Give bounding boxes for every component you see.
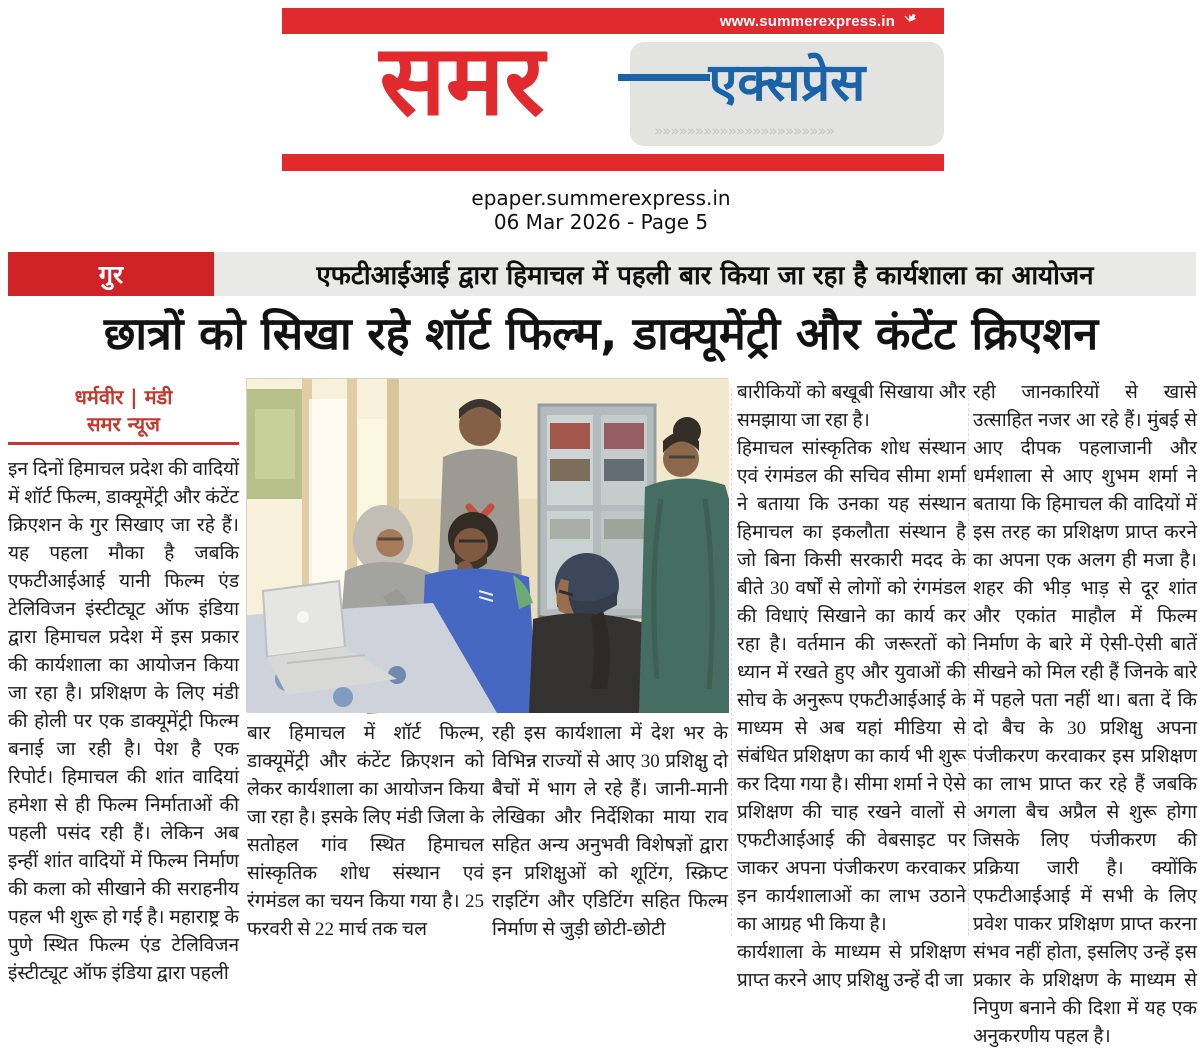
byline-rule bbox=[8, 442, 239, 445]
kicker-text: एफटीआईआई द्वारा हिमाचल में पहली बार किया जा रहा है कार्यशाला का आयोजन bbox=[316, 261, 1094, 291]
epaper-info bbox=[0, 186, 1202, 234]
kicker-bar bbox=[214, 252, 1196, 296]
site-url: www.summerexpress.in bbox=[719, 12, 895, 30]
article-photo bbox=[246, 378, 728, 712]
body-column-2 bbox=[247, 720, 484, 940]
headline: छात्रों को सिखा रहे शॉर्ट फिल्म, डाक्यूमेंट्री और कंटेंट क्रिएशन bbox=[103, 307, 1099, 360]
body-column-4 bbox=[737, 379, 966, 991]
paragraph: हिमाचल सांस्कृतिक शोध संस्थान एवं रंगमंडल की सचिव सीमा शर्मा ने बताया कि उनका यह संस्थान हिमाचल का इकलौता संस्थान है जो बिना किसी सरकारी मदद के बीते 30 वर्षों से लोगों को रंगमंडल की विधाएं सिखाने का कार्य कर रहा है। वर्तमान की जरूरतों को ध्यान में रखते हुए और युवाओं की सोच के अनुरूप एफटीआईआई के माध्यम से अब यहां मीडिया से संबंधित प्रशिक्षण का कार्य भी शुरू कर दिया गया है। सीमा शर्मा ने ऐसे प्रशिक्षण की चाह रखने वालों से एफटीआईआई की वेबसाइट पर जाकर अपना पंजीकरण करवाकर इन कार्यशालाओं का लाभ उठाने का आग्रह भी किया है। bbox=[737, 438, 966, 935]
cursor-icon bbox=[904, 14, 918, 28]
section-label-box bbox=[8, 252, 214, 296]
paragraph: बारीकियों को बखूबी सिखाया और समझाया जा रहा है। bbox=[737, 382, 966, 431]
paragraph: रही जानकारियों से खासे उत्साहित नजर आ रहे हैं। मुंबई से आए दीपक पहलाजानी और धर्मशाला से आए शुभम शर्मा ने बताया कि हिमाचल की वादियों में इस तरह का प्रशिक्षण प्राप्त करने का अपना एक अलग ही मजा है। शहर की भीड़ भाड़ से दूर शांत और एकांत माहौल में फिल्म निर्माण के बारे में ऐसी-ऐसी बातें सीखने को मिल रही हैं जिनके बारे में पहले पता नहीं था। बता दें कि दो बैच के 30 प्रशिक्षु अपना पंजीकरण करवाकर इस प्रशिक्षण का लाभ प्राप्त कर रहे हैं जबकि अगला बैच अप्रैल से शुरू होगा जिसके लिए पंजीकरण की प्रक्रिया जारी है। क्योंकि एफटीआईआई में सभी के लिए प्रवेश पाकर प्रशिक्षण प्राप्त करना संभव नहीं होता, इसलिए उन्हें इस प्रकार के प्रशिक्षण के माध्यम से निपुण बनाने की दिशा में यह एक अनुकरणीय पहल है। bbox=[973, 382, 1197, 1047]
workshop-photo-illustration bbox=[247, 379, 729, 713]
section-row bbox=[8, 252, 1196, 296]
masthead-middle bbox=[282, 24, 944, 152]
masthead-bottom-bar bbox=[282, 154, 944, 171]
epaper-date-page: 06 Mar 2026 - Page 5 bbox=[493, 210, 709, 234]
body-column-1 bbox=[8, 456, 239, 984]
paragraph: बार हिमाचल में शॉर्ट फिल्म, डाक्यूमेंट्री और कंटेंट क्रिएशन को लेकर कार्यशाला का आयोजन किया जा रहा है। इसके लिए मंडी जिला के सतोहल गांव स्थित हिमाचल सांस्कृतिक शोध संस्थान एवं रंगमंडल का चयन किया गया है। 25 फरवरी से 22 मार्च तक चल bbox=[247, 723, 484, 940]
paragraph: इन दिनों हिमाचल प्रदेश की वादियों में शॉर्ट फिल्म, डाक्यूमेंट्री और कंटेंट क्रिएशन के गुर सिखाए जा रहे हैं। यह पहला मौका है जबकि एफटीआईआई यानी फिल्म एंड टेलिविजन इंस्टीट्यूट ऑफ इंडिया द्वारा हिमाचल प्रदेश में इस प्रकार की कार्यशाला का आयोजन किया जा रहा है। प्रशिक्षण के लिए मंडी की होली पर एक डाक्यूमेंट्री फिल्म बनाई जा रही है। पेश है एक रिपोर्ट। हिमाचल की शांत वादियां हमेशा से ही फिल्म निर्माताओं की पहली पसंद रही हैं। लेकिन अब इन्हीं शांत वादियों में फिल्म निर्माण की कला को सीखाने की सराहनीय पहल भी शुरू हो गई है। महाराष्ट्र के पुणे स्थित फिल्म एंड टेलिविजन इंस्टीट्यूट ऑफ इंडिया द्वारा पहली bbox=[8, 459, 239, 984]
body-column-5 bbox=[973, 379, 1197, 1047]
agency: समर न्यूज bbox=[87, 412, 160, 436]
masthead bbox=[282, 8, 944, 170]
masthead-title: समर bbox=[379, 24, 545, 138]
section-label: गुर bbox=[98, 260, 124, 289]
masthead-subtitle: एक्सप्रेस bbox=[708, 53, 866, 113]
column-separator bbox=[968, 388, 969, 936]
byline: धर्मवीर | मंडी bbox=[74, 385, 173, 409]
paragraph: रही इस कार्यशाला में देश भर के विभिन्न राज्यों से आए 30 प्रशिक्षु दो बैचों में भाग ले रहे हैं। जानी-मानी लेखिका और निर्देशिका माया राव सहित अन्य अनुभवी विशेषज्ञों द्वारा इन प्रशिक्षुओं को शूटिंग, स्क्रिप्ट राइटिंग और एडिटिंग सहित फिल्म निर्माण से जुड़ी छोटी-छोटी bbox=[492, 723, 728, 940]
paragraph: कार्यशाला के माध्यम से प्रशिक्षण प्राप्त करने आए प्रशिक्षु उन्हें दी जा bbox=[737, 942, 966, 991]
epaper-url: epaper.summerexpress.in bbox=[471, 186, 731, 210]
chevron-pattern-icon: »»»»»»»»»»»»»»»»»»»»»» bbox=[654, 122, 834, 140]
masthead-subtitle-box bbox=[630, 42, 944, 146]
column-separator bbox=[731, 388, 732, 936]
byline-block bbox=[8, 384, 239, 438]
body-column-3 bbox=[492, 720, 728, 940]
